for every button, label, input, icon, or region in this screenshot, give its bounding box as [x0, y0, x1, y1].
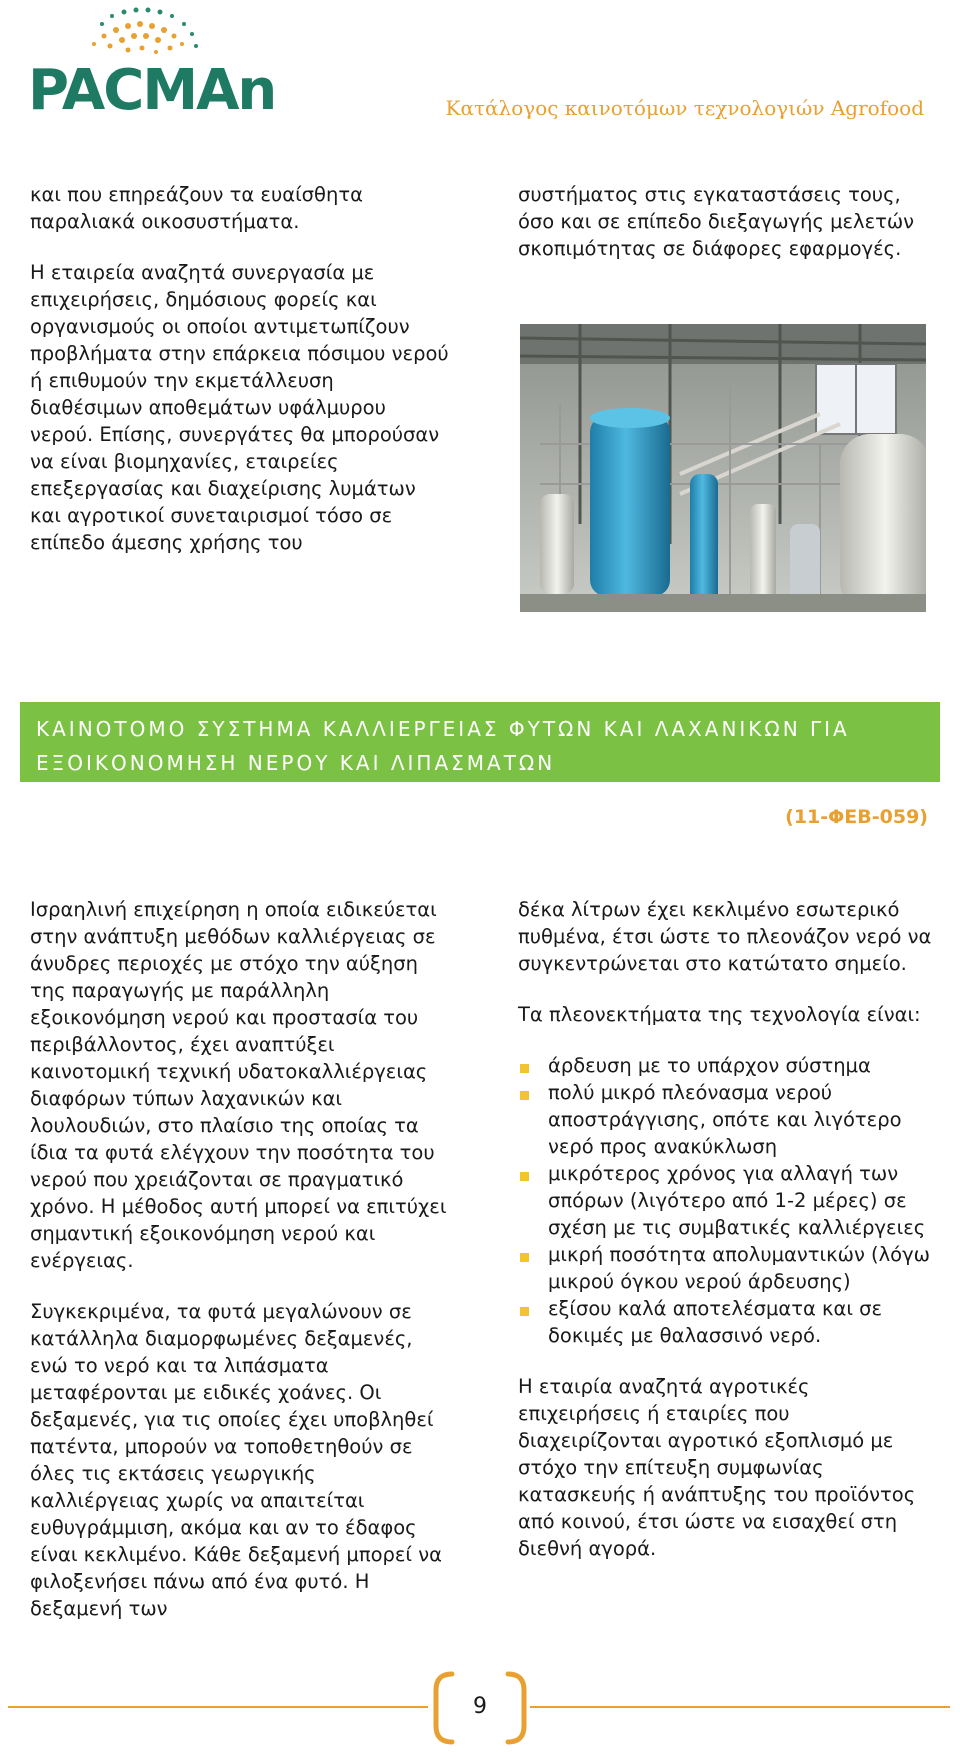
paragraph: και που επηρεάζουν τα ευαίσθητα παραλιακά οικοσυστήματα.	[30, 183, 363, 233]
list-item	[518, 1079, 938, 1160]
bottom-left-column	[30, 896, 450, 1646]
bullet-square-icon	[520, 1307, 529, 1316]
bullet-square-icon	[520, 1253, 529, 1262]
list-item-text: εξίσου καλά αποτελέσματα και σε δοκιμές με θαλασσινό νερό.	[548, 1297, 883, 1347]
paragraph: Συγκεκριμένα, τα φυτά μεγαλώνουν σε κατάλληλα διαμορφωμένες δεξαμενές, ενώ το νερό και τα λιπάσματα μεταφέρονται με ειδικές χοάνες. Οι δεξαμενές, για τις οποίες έχει υποβληθεί πατέντα, μπορούν να τοποθετηθούν σε όλες τις εκτάσεις γεωργικής καλλιέργειας χωρίς να απαιτείται ευθυγράμμιση, ακόμα και αν το έδαφος είναι κεκλιμένο. Κάθε δεξαμενή μπορεί να φιλοξενήσει πάνω από ένα φυτό. Η δεξαμενή των	[30, 1300, 442, 1620]
list-item-text: μικρότερος χρόνος για αλλαγή των σπόρων (λιγότερο από 1-2 μέρες) σε σχέση με τις συμβατικές καλλιέργειες	[548, 1162, 926, 1239]
list-item	[518, 1160, 938, 1241]
section-title-line-1: ΚΑΙΝΟΤΟΜΟ ΣΥΣΤΗΜΑ ΚΑΛΛΙΕΡΓΕΙΑΣ ΦΥΤΩΝ ΚΑΙ ΛΑΧΑΝΙΚΩΝ ΓΙΑ	[36, 717, 850, 741]
paragraph: δέκα λίτρων έχει κεκλιμένο εσωτερικό πυθμένα, έτσι ώστε το πλεονάζον νερό να συγκεντρώνεται στο κατώτατο σημείο.	[518, 898, 932, 975]
bottom-right-column	[518, 896, 938, 1586]
page-number: 9	[473, 1694, 487, 1719]
list-item	[518, 1295, 938, 1349]
section-title-line-2: ΕΞΟΙΚΟΝΟΜΗΣΗ ΝΕΡΟΥ ΚΑΙ ΛΙΠΑΣΜΑΤΩΝ	[36, 751, 556, 775]
footer-divider-left	[8, 1706, 428, 1708]
pacman-logo	[24, 4, 276, 124]
industrial-plant-photo	[520, 324, 926, 612]
top-left-column	[30, 181, 450, 580]
industrial-plant-illustration	[520, 324, 926, 612]
paragraph: Ισραηλινή επιχείρηση η οποία ειδικεύεται στην ανάπτυξη μεθόδων καλλιέργειας σε άνυδρες περιοχές με στόχο την αύξηση της παραγωγής με παράλληλη εξοικονόμηση νερού και προστασία του περιβάλλοντος, έχει αναπτύξει καινοτομική τεχνική υδατοκαλλιέργειας διαφόρων τύπων λαχανικών και λουλουδιών, στο πλαίσιο της οποίας τα ίδια τα φυτά ελέγχουν την ποσότητα του νερού που χρειάζονται σε πραγματικό χρόνο. Η μέθοδος αυτή μπορεί να επιτύχει σημαντική εξοικονόμηση νερού και ενέργειας.	[30, 898, 447, 1272]
bullet-square-icon	[520, 1064, 529, 1073]
top-right-column	[518, 181, 938, 286]
page-header	[0, 0, 960, 140]
list-item-text: άρδευση με το υπάρχον σύστημα	[548, 1054, 871, 1077]
paragraph: Τα πλεονεκτήματα της τεχνολογία είναι:	[518, 1003, 921, 1026]
catalog-title: Κατάλογος καινοτόμων τεχνολογιών Agrofood	[445, 96, 924, 120]
paragraph: συστήματος στις εγκαταστάσεις τους, όσο και σε επίπεδο διεξαγωγής μελετών σκοπιμότητας σε διάφορες εφαρμογές.	[518, 183, 915, 260]
bullet-square-icon	[520, 1172, 529, 1181]
page-number-frame	[430, 1670, 530, 1746]
footer-divider-right	[530, 1706, 950, 1708]
section-banner	[20, 702, 940, 782]
list-item	[518, 1052, 938, 1079]
logo-wordmark: PACMAn	[28, 58, 276, 123]
list-item	[518, 1241, 938, 1295]
bullet-square-icon	[520, 1091, 529, 1100]
advantages-list	[518, 1052, 938, 1349]
paragraph: Η εταιρεία αναζητά συνεργασία με επιχειρήσεις, δημόσιους φορείς και οργανισμούς οι οποίοι αντιμετωπίζουν προβλήματα στην επάρκεια πόσιμου νερού ή επιθυμούν την εκμετάλλευση διαθέσιμων αποθεμάτων υφάλμυρου νερού. Επίσης, συνεργάτες θα μπορούσαν να είναι βιομηχανίες, εταιρείες επεξεργασίας και διαχείρισης λυμάτων και αγροτικοί συνεταιρισμοί τόσο σε επίπεδο άμεσης χρήσης του	[30, 261, 449, 554]
technology-code: (11-ΦΕΒ-059)	[785, 806, 928, 828]
list-item-text: μικρή ποσότητα απολυμαντικών (λόγω μικρού όγκου νερού άρδευσης)	[548, 1243, 930, 1293]
paragraph: Η εταιρία αναζητά αγροτικές επιχειρήσεις ή εταιρίες που διαχειρίζονται αγροτικό εξοπλισμό με στόχο την επίτευξη συμφωνίας κατασκευής ή ανάπτυξης του προϊόντος από κοινού, έτσι ώστε να εισαχθεί στη διεθνή αγορά.	[518, 1375, 916, 1560]
list-item-text: πολύ μικρό πλεόνασμα νερού αποστράγγισης, οπότε και λιγότερο νερό προς ανακύκλωση	[548, 1081, 902, 1158]
